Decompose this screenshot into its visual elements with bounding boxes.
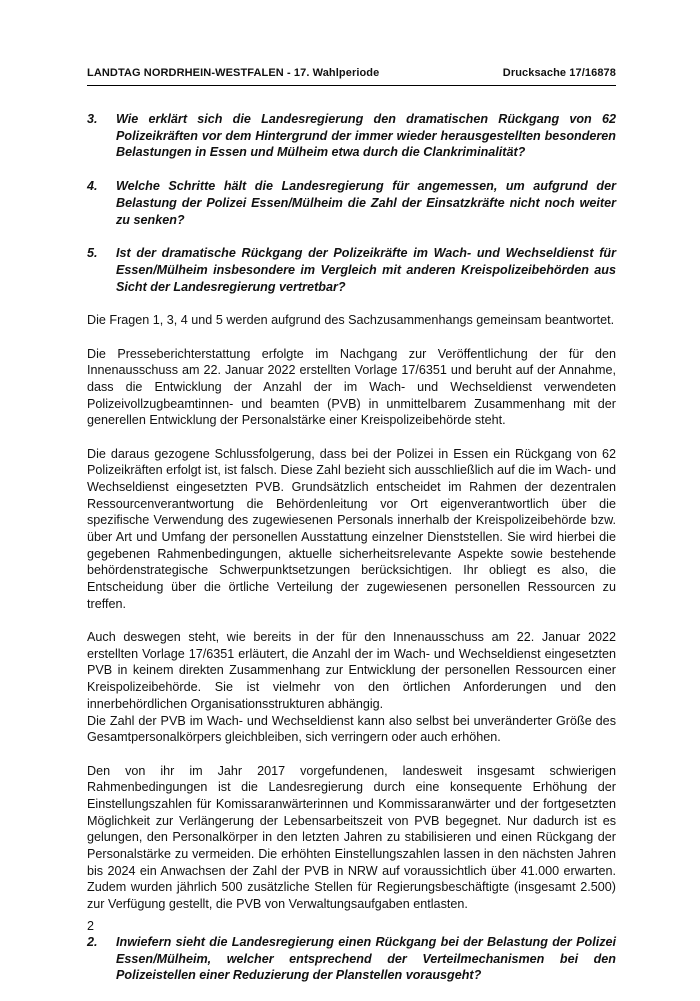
- answer-paragraph: Den von ihr im Jahr 2017 vorgefundenen, landesweit insgesamt schwierigen Rahmenbedingungen ist die Landesregierung durch eine konsequente Erhöhung der Einstellungszahlen für Komissaranwärterinnen und Kommissaranwärter und der fortgesetzten Möglichkeit zur Verlängerung der Lebensarbeitszeit von PVB begegnet. Nur dadurch ist es gelungen, den Personalkörper in den letzten Jahren zu stabilisieren und einen Rückgang der Personalstärke zu vermeiden. Die erhöhten Einstellungszahlen lassen in den nächsten Jahren bis 2024 ein Anwachsen der Zahl der PVB in NRW auf voraussichtlich über 41.000 erwarten. Zudem wurden jährlich 500 zusätzliche Stellen für Regierungsbeschäftigte (insgesamt 2.500) zur Verfügung gestellt, die PVB von Verwaltungsaufgaben entlasten.: [87, 763, 616, 912]
- page-number: 2: [87, 919, 95, 933]
- answer-paragraph: Die Zahl der PVB im Wach- und Wechseldienst kann also selbst bei unveränderter Größe des Gesamtpersonalkörpers gleichbleiben, sich verringern oder auch erhöhen.: [87, 713, 616, 745]
- header-document-number: Drucksache 17/16878: [502, 67, 616, 79]
- question-number: 2.: [87, 934, 98, 949]
- question-5: [87, 245, 616, 295]
- answer-paragraph-intro: Die Fragen 1, 3, 4 und 5 werden aufgrund des Sachzusammenhangs gemeinsam beantwortet.: [87, 313, 615, 328]
- question-3: [87, 111, 616, 161]
- question-number: 5.: [87, 246, 98, 261]
- answer-paragraph: Auch deswegen steht, wie bereits in der für den Innenausschuss am 22. Januar 2022 erstellten Vorlage 17/6351 erläutert, die Anzahl der im Wach- und Wechseldienst eingesetzten PVB in keinem direkten Zusammenhang zur Entwicklung der personellen Ressourcen einer Kreispolizeibehörde. Sie ist vielmehr von den örtlichen Anforderungen und den innerbehördlichen Organisationsstrukturen abhängig.: [87, 630, 616, 711]
- page-header: [87, 67, 616, 79]
- question-text: Inwiefern sieht die Landesregierung einen Rückgang bei der Belastung der Polizei Essen/Mülheim, welcher entsprechend der Verteilmechanismen bei den Polizeistellen einer Reduzierung der Planstellen vorausgeht?: [116, 934, 616, 983]
- document-body: [87, 111, 616, 1001]
- question-number: 3.: [87, 112, 98, 126]
- answer-paragraph: Die daraus gezogene Schlussfolgerung, dass bei der Polizei in Essen ein Rückgang von 62 Polizeikräften erfolgt ist, ist falsch. Diese Zahl bezieht sich ausschließlich auf die im Wach- und Wechseldienst eingesetzten PVB. Grundsätzlich entscheidet im Rahmen der dezentralen Ressourcenverantwortung die Behördenleitung vor Ort eigenverantwortlich über die spezifische Verwendung des zugewiesenen Personals innerhalb der Kreispolizeibehörde bzw. über Art und Umfang der personellen Ausstattung einzelner Dienststellen. Sie wird hierbei die gegebenen Rahmenbedingungen, aktuelle sicherheitsrelevante Aspekte sowie bestehende behördenstrategische Schwerpunktsetzungen berücksichtigen. Ihr obliegt es also, die Entscheidung über die örtliche Verteilung der zugewiesenen personellen Ressourcen zu treffen.: [87, 446, 616, 611]
- question-text: Wie erklärt sich die Landesregierung den dramatischen Rückgang von 62 Polizeikräften vor dem Hintergrund der immer wieder herausgestellten besonderen Belastungen in Essen und Mülheim etwa durch die Clankriminalität?: [116, 112, 616, 160]
- header-parliament: LANDTAG NORDRHEIN-WESTFALEN - 17. Wahlperiode: [87, 67, 380, 79]
- question-text: Ist der dramatische Rückgang der Polizeikräfte im Wach- und Wechseldienst für Essen/Mülheim insbesondere im Vergleich mit anderen Kreispolizeibehörden aus Sicht der Landesregierung vertretbar?: [116, 246, 616, 294]
- question-4: [87, 178, 616, 228]
- question-number: 4.: [87, 179, 98, 194]
- question-2: [87, 934, 616, 984]
- question-text: Welche Schritte hält die Landesregierung für angemessen, um aufgrund der Belastung der Polizei Essen/Mülheim die Zahl der Einsatzkräfte nicht noch weiter zu senken?: [116, 179, 616, 227]
- header-divider: [87, 85, 616, 86]
- answer-paragraph: Die Presseberichterstattung erfolgte im Nachgang zur Veröffentlichung der für den Innenausschuss am 22. Januar 2022 erstellten Vorlage 17/6351 und beruht auf der Annahme, dass die Entwicklung der Anzahl der im Wach- und Wechseldienst verwendeten Polizeivollzugbeamtinnen- und beamten (PVB) in unmittelbarem Zusammenhang mit der generellen Entwicklung der Personalstärke einer Kreispolizeibehörde steht.: [87, 346, 616, 428]
